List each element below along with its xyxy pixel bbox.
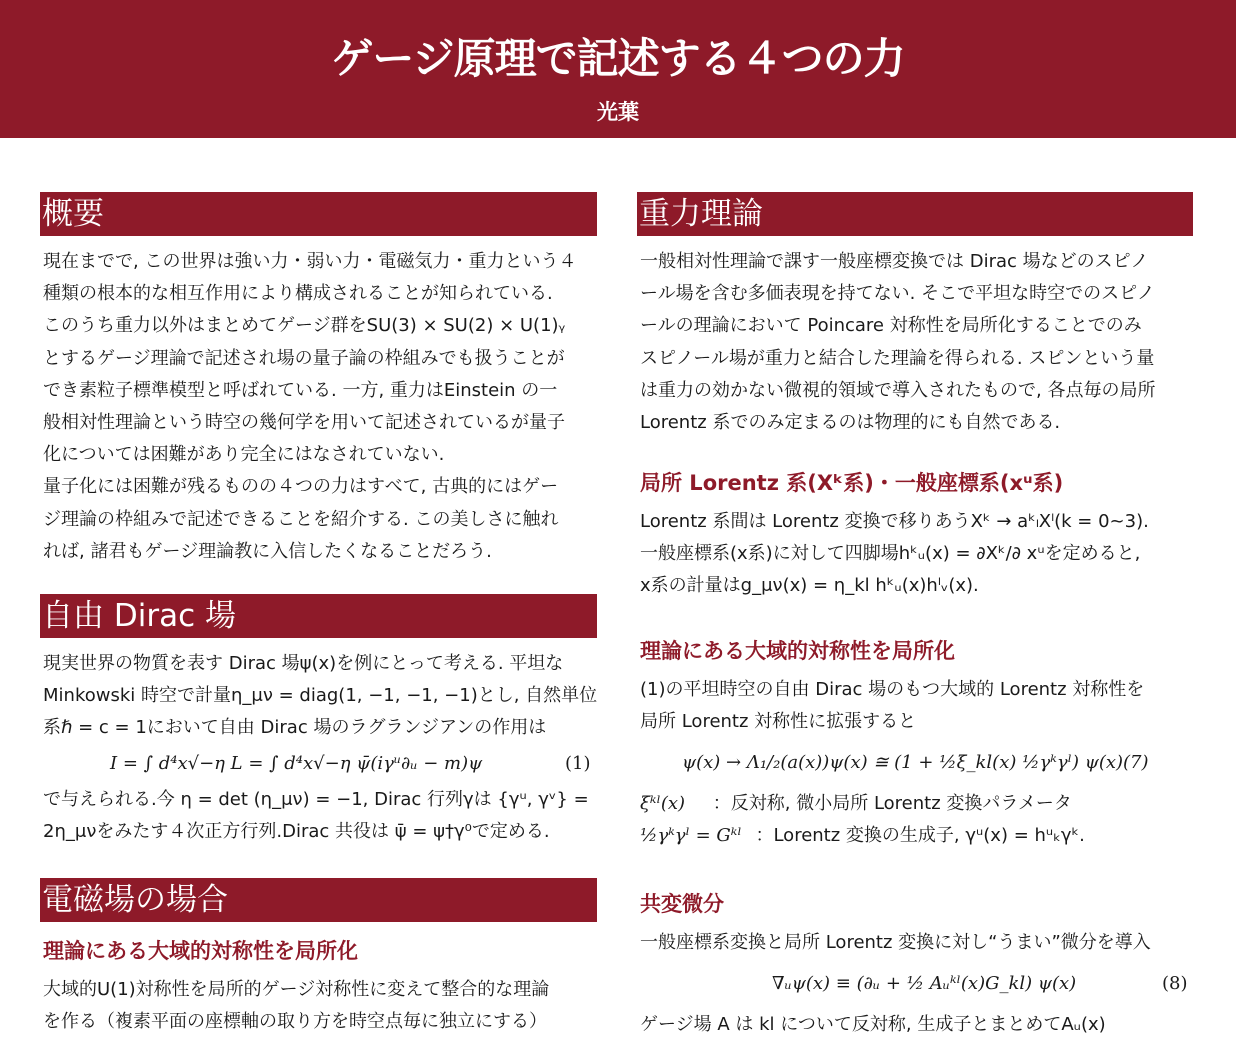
equation-number-1: (1): [565, 753, 591, 774]
title-banner: [0, 0, 1236, 138]
overview-paragraph: [43, 246, 596, 568]
subheading-localize: 理論にある大域的対称性を局所化: [640, 639, 955, 663]
text-line: 現在までで, この世界は強い力・弱い力・電磁気力・重力という４: [43, 251, 577, 272]
equation-8: ∇ᵤψ(x) ≡ (∂ᵤ + ½ Aᵤᵏˡ(x)G_kl) ψ(x): [772, 973, 1077, 994]
covariant-paragraph: [640, 927, 1193, 959]
text-line: 系ℏ = c = 1において自由 Dirac 場のラグランジアンの作用は: [43, 717, 547, 739]
text-line: 一般相対性理論で課す一般座標変換では Dirac 場などのスピノ: [640, 251, 1149, 272]
covariant-after-paragraph: [640, 1009, 1193, 1041]
text-line: 2η_μνをみたす４次正方行列.Dirac 共役は ψ̄ = ψ†γ⁰で定める.: [43, 821, 550, 843]
text-line: 量子化には困難が残るものの４つの力はすべて, 古典的にはゲー: [43, 476, 559, 498]
text-line: でき素粒子標準模型と呼ばれている. 一方, 重力はEinstein の一: [43, 379, 558, 401]
text-line: 大域的U(1)対称性を局所的ゲージ対称性に変えて整合的な理論: [43, 979, 550, 1000]
text-line: Lorentz 系間は Lorentz 変換で移りあうXᵏ → aᵏₗXˡ(k = 0~3).: [640, 511, 1149, 532]
section-heading-gravity: 重力理論: [637, 192, 1193, 236]
text-line: 一般座標系変換と局所 Lorentz 変換に対し“うまい”微分を導入: [640, 932, 1151, 953]
definition-row: [640, 788, 1193, 820]
definition-symbol: ξᵏˡ(x): [640, 793, 686, 814]
text-line: とするゲージ理論で記述され場の量子論の枠組みでも扱うことが: [43, 347, 565, 369]
subheading-frames: 局所 Lorentz 系(Xᵏ系)・一般座標系(xᵘ系): [640, 471, 1064, 495]
section-heading-dirac: 自由 Dirac 場: [40, 594, 597, 638]
localize-definitions: [640, 788, 1193, 852]
section-heading-em: 電磁場の場合: [40, 878, 597, 922]
text-line: x系の計量はg_μν(x) = η_kl hᵏᵤ(x)hˡᵥ(x).: [640, 575, 979, 597]
text-line: (1)の平坦時空の自由 Dirac 場のもつ大域的 Lorentz 対称性を: [640, 679, 1145, 700]
text-line: 局所 Lorentz 対称性に拡張すると: [640, 711, 917, 733]
section-heading-overview: 概要: [40, 192, 597, 236]
equation-7: ψ(x) → Λ₁/₂(a(x))ψ(x) ≅ (1 + ½ξ_kl(x) ½γᵏγˡ) ψ(x)(7): [682, 752, 1149, 773]
text-line: Lorentz 系でのみ定まるのは物理的にも自然である.: [640, 411, 1061, 433]
text-line: ール場を含む多価表現を持てない. そこで平坦な時空でのスピノ: [640, 283, 1155, 305]
poster-author: 光葉: [597, 100, 639, 124]
text-line: ゲージ場 A は kl について反対称, 生成子とまとめてAᵤ(x): [640, 1014, 1106, 1035]
text-line: 化については困難があり完全にはなされていない.: [43, 444, 445, 466]
gravity-paragraph: [640, 246, 1193, 439]
dirac-after-paragraph: [43, 784, 596, 848]
localize-paragraph: [640, 674, 1193, 738]
text-line: 般相対性理論という時空の幾何学を用いて記述されているが量子: [43, 411, 565, 433]
text-line: 一般座標系(x系)に対して四脚場hᵏᵤ(x) = ∂Xᵏ/∂ xᵘを定めると,: [640, 543, 1141, 565]
definition-row: [640, 820, 1193, 852]
equation-1: I = ∫ d⁴x√−η L = ∫ d⁴x√−η ψ̄(iγᵘ∂ᵤ − m)ψ: [110, 753, 483, 774]
frames-paragraph: [640, 506, 1193, 603]
text-line: れば, 諸君もゲージ理論教に入信したくなることだろう.: [43, 540, 492, 562]
definition-text: ：Lorentz 変換の生成子, γᵘ(x) = hᵘₖγᵏ.: [755, 825, 1085, 847]
text-line: Minkowski 時空で計量η_μν = diag(1, −1, −1, −1)とし, 自然単位: [43, 685, 598, 707]
text-line: は重力の効かない微視的領域で導入されたもので, 各点毎の局所: [640, 379, 1156, 401]
dirac-paragraph: [43, 648, 596, 745]
text-line: ジ理論の枠組みで記述できることを紹介する. この美しさに触れ: [43, 508, 559, 530]
text-line: 種類の根本的な相互作用により構成されることが知られている.: [43, 283, 553, 305]
text-line: 現実世界の物質を表す Dirac 場ψ(x)を例にとって考える. 平坦な: [43, 653, 564, 674]
definition-symbol: ½γᵏγˡ = Gᵏˡ: [640, 825, 742, 847]
em-paragraph: [43, 974, 596, 1038]
subheading-em-localize: 理論にある大域的対称性を局所化: [43, 939, 358, 963]
text-line: このうち重力以外はまとめてゲージ群をSU(3) × SU(2) × U(1)ᵧ: [43, 315, 566, 337]
text-line: を作る（複素平面の座標軸の取り方を時空点毎に独立にする）: [43, 1011, 547, 1033]
poster-title: ゲージ原理で記述する４つの力: [331, 34, 905, 83]
text-line: で与えられる.今 η = det (η_μν) = −1, Dirac 行列γは {γᵘ, γᵛ} =: [43, 789, 589, 810]
equation-number-8: (8): [1162, 973, 1188, 994]
text-line: スピノール場が重力と結合した理論を得られる. スピンという量: [640, 347, 1155, 369]
subheading-covariant: 共変微分: [640, 892, 724, 916]
definition-text: ：反対称, 微小局所 Lorentz 変換パラメータ: [712, 793, 1072, 814]
text-line: ールの理論において Poincare 対称性を局所化することでのみ: [640, 315, 1142, 337]
